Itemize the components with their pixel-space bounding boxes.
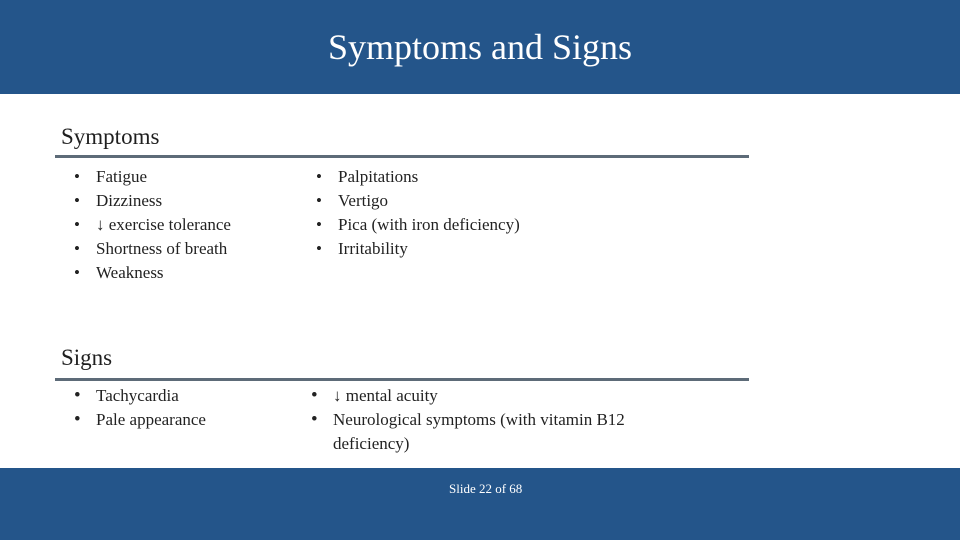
- signs-divider: [55, 378, 749, 381]
- list-item: • Palpitations: [316, 165, 616, 189]
- symptoms-list-right: [316, 165, 616, 261]
- footer-band: [0, 468, 960, 540]
- symptoms-heading: Symptoms: [61, 124, 160, 149]
- list-item: • Pica (with iron deficiency): [316, 213, 616, 237]
- slide-number: Slide 22 of 68: [449, 481, 523, 496]
- list-item: • Pale appearance: [74, 408, 294, 432]
- list-item: • Neurological symptoms (with vitamin B12 deficiency): [311, 408, 701, 456]
- list-item: • Dizziness: [74, 189, 304, 213]
- list-item: • Fatigue: [74, 165, 304, 189]
- slide-title: Symptoms and Signs: [327, 27, 633, 67]
- symptoms-divider: [55, 155, 749, 158]
- list-item: • Tachycardia: [74, 384, 294, 408]
- list-item: • Weakness: [74, 261, 304, 285]
- signs-list-right: [311, 384, 701, 456]
- list-item: • ↓ exercise tolerance: [74, 213, 304, 237]
- signs-heading: Signs: [61, 345, 113, 370]
- list-item: • Vertigo: [316, 189, 616, 213]
- list-item: • ↓ mental acuity: [311, 384, 701, 408]
- signs-list-left: [74, 384, 294, 432]
- list-item: • Irritability: [316, 237, 616, 261]
- list-item: • Shortness of breath: [74, 237, 304, 261]
- symptoms-list-left: [74, 165, 304, 285]
